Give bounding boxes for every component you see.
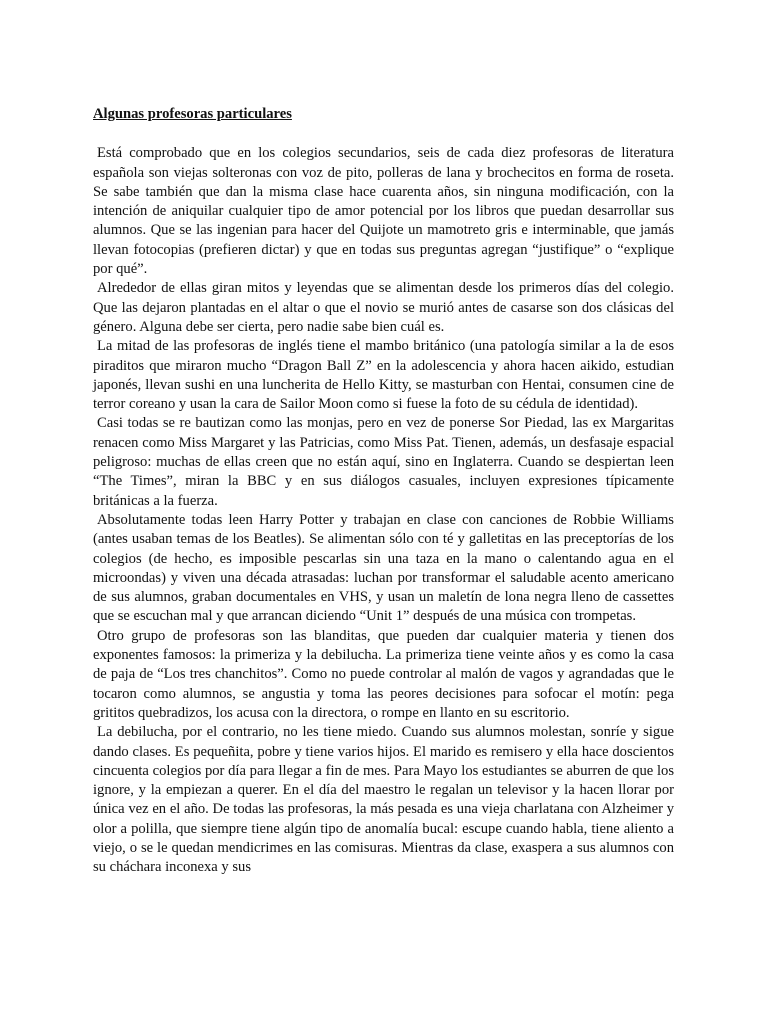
document-title: Algunas profesoras particulares: [93, 106, 292, 122]
document-page: [93, 105, 674, 878]
paragraph-debilucha: La debilucha, por el contrario, no les tiene miedo. Cuando sus alumnos molestan, sonríe y sigue dando clases. Es pequeñita, pobre y tiene varios hijos. El marido es remisero y ella hace doscientos cincuenta colegios por día para llegar a fin de mes. Para Mayo los estudiantes se aburren de que los ignore, y la empiezan a querer. En el día del maestro le regalan un televisor y la hacen llorar por única vez en el año. De todas las profesoras, la más pesada es una vieja charlatana con Alzheimer y olor a polilla, que siempre tiene algún tipo de anomalía bucal: escupe cuando habla, tiene aliento a viejo, o se le quedan mendicrimes en las comisuras. Mientras da clase, exaspera a sus alumnos con su cháchara inconexa y sus: [93, 724, 674, 876]
paragraph-literatura: Está comprobado que en los colegios secundarios, seis de cada diez profesoras de literatura española son viejas solteronas con voz de pito, polleras de lana y brochecitos en forma de roseta. Se sabe también que dan la misma clase hace cuarenta años, sin ninguna modificación, con la intención de aniquilar cualquier tipo de amor potencial por los libros que puedan desarrollar sus alumnos. Que se las ingenian para hacer del Quijote un mamotreto gris e interminable, que jamás llevan fotocopias (prefieren dictar) y que en todas sus preguntas agregan “justifique” o “explique por qué”.: [93, 145, 674, 278]
paragraph-blanditas: Otro grupo de profesoras son las blanditas, que pueden dar cualquier materia y tienen dos exponentes famosos: la primeriza y la debilucha. La primeriza tiene veinte años y es como la casa de paja de “Los tres chanchitos”. Como no puede controlar al malón de vagos y agrandadas que le tocaron como alumnos, se angustia y toma las peores decisiones para sofocar el motín: pega grititos quebradizos, los acusa con la directora, o rompe en llanto en su escritorio.: [93, 627, 674, 721]
paragraph-ingles: La mitad de las profesoras de inglés tiene el mambo británico (una patología similar a la de esos piraditos que miraron mucho “Dragon Ball Z” en la adolescencia y ahora hacen aikido, estudian japonés, llevan sushi en una luncherita de Hello Kitty, se masturban con Hentai, consumen cine de terror coreano y usan la cara de Sailor Moon como si fuese la foto de su cédula de identidad).: [93, 338, 674, 413]
paragraph-monjas: Casi todas se re bautizan como las monjas, pero en vez de ponerse Sor Piedad, las ex Margaritas renacen como Miss Margaret y las Patricias, como Miss Pat. Tienen, además, un desfasaje espacial peligroso: muchas de ellas creen que no están aquí, sino en Inglaterra. Cuando se despiertan leen “The Times”, miran la BBC y en sus diálogos casuales, incluyen expresiones típicamente británicas a la fuerza.: [93, 415, 674, 509]
paragraph-harry-potter: Absolutamente todas leen Harry Potter y trabajan en clase con canciones de Robbie Williams (antes usaban temas de los Beatles). Se alimentan sólo con té y galletitas en las preceptorías de los colegios (de hecho, es imposible pescarlas sin una taza en la mano o calentando agua en el microondas) y viven una década atrasadas: luchan por transformar el saludable acento americano de sus alumnos, graban documentales en VHS, y usan un maletín de lona negra lleno de cassettes que se escuchan mal y que arrancan diciendo “Unit 1” después de una música con trompetas.: [93, 511, 674, 625]
paragraph-mitos: Alrededor de ellas giran mitos y leyendas que se alimentan desde los primeros días del colegio. Que las dejaron plantadas en el altar o que el novio se murió antes de casarse son dos clásicas del género. Alguna debe ser cierta, pero nadie sabe bien cuál es.: [93, 280, 674, 335]
